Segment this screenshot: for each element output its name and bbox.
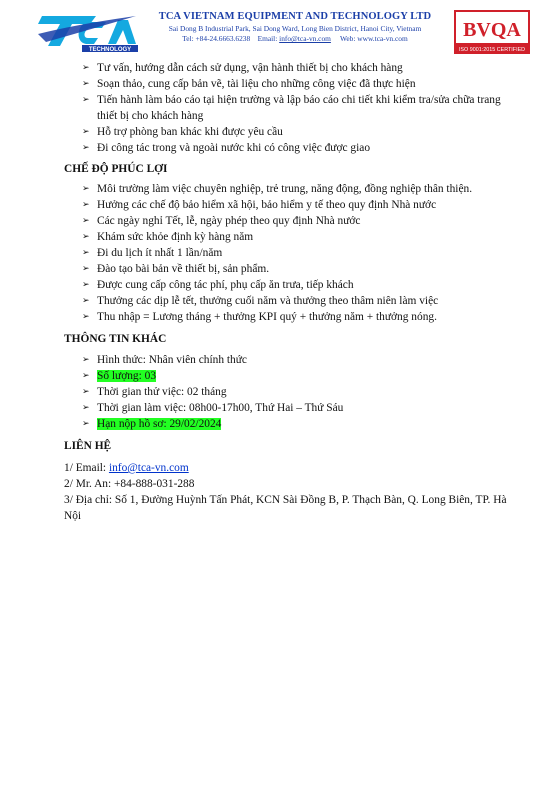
company-address: Sai Dong B Industrial Park, Sai Dong Ward, Long Bien District, Hanoi City, Vietnam — [168, 24, 422, 33]
arrow-bullet-icon: ➢ — [82, 312, 90, 322]
company-name: TCA VIETNAM EQUIPMENT AND TECHNOLOGY LTD — [158, 11, 432, 22]
arrow-bullet-icon: ➢ — [82, 200, 90, 210]
other-info-item-highlighted — [64, 368, 514, 384]
company-web: Web: www.tca-vn.com — [340, 34, 408, 43]
company-tel: Tel: +84-24.6663.6238 — [182, 34, 251, 43]
company-contact — [140, 34, 450, 43]
contact-phone-line: 2/ Mr. An: +84-888-031-288 — [64, 478, 195, 490]
arrow-bullet-icon: ➢ — [82, 248, 90, 258]
arrow-bullet-icon: ➢ — [82, 280, 90, 290]
duty-item: ➢ Đi công tác trong và ngoài nước khi có công việc được giao — [82, 142, 371, 154]
other-info-heading: THÔNG TIN KHÁC — [64, 333, 167, 345]
contact-address-line: 3/ Địa chỉ: Số 1, Đường Huỳnh Tấn Phát, KCN Sài Đồng B, P. Thạch Bàn, Q. Long Biên, TP. Hà Nội — [64, 494, 507, 522]
tca-logo — [38, 12, 138, 52]
bvqa-certification-logo — [454, 10, 530, 54]
company-email-link[interactable]: info@tca-vn.com — [279, 34, 331, 43]
duty-item: ➢ Tiến hành làm báo cáo tại hiện trường và lập báo cáo chi tiết khi kiểm tra/sửa chữa trang thiết bị cho khách hàng — [82, 94, 501, 122]
highlight-mark: ➢ Số lượng: 03 — [82, 370, 157, 382]
duty-item: ➢ Tư vấn, hướng dẫn cách sử dụng, vận hành thiết bị cho khách hàng — [82, 62, 403, 74]
arrow-bullet-icon: ➢ — [82, 419, 90, 429]
contact-section — [64, 460, 514, 524]
arrow-bullet-icon: ➢ — [82, 296, 90, 306]
benefit-item: ➢ Hưởng các chế độ bảo hiểm xã hội, bảo hiểm y tế theo quy định Nhà nước — [82, 199, 437, 211]
duties-list — [64, 60, 514, 156]
other-info-item-highlighted — [64, 416, 514, 432]
benefit-item: ➢ Môi trường làm việc chuyên nghiệp, trẻ trung, năng động, đồng nghiệp thân thiện. — [82, 183, 473, 195]
company-email-label: Email: — [257, 34, 278, 43]
contact-heading: LIÊN HỆ — [64, 440, 112, 452]
contact-email-line: 1/ Email: info@tca-vn.com — [64, 462, 189, 474]
benefit-item: ➢ Đi du lịch ít nhất 1 lần/năm — [82, 247, 223, 259]
company-info — [140, 11, 450, 43]
arrow-bullet-icon: ➢ — [82, 371, 90, 381]
benefit-item: ➢ Khám sức khỏe định kỳ hàng năm — [82, 231, 254, 243]
arrow-bullet-icon: ➢ — [82, 232, 90, 242]
arrow-bullet-icon: ➢ — [82, 127, 90, 137]
other-info-item: ➢ Thời gian thử việc: 02 tháng — [82, 386, 227, 398]
logo-subtext: TECHNOLOGY — [88, 47, 132, 52]
other-info-list — [64, 352, 514, 432]
arrow-bullet-icon: ➢ — [82, 387, 90, 397]
letterhead — [0, 0, 555, 56]
benefit-item: ➢ Được cung cấp công tác phí, phụ cấp ăn trưa, tiếp khách — [82, 279, 354, 291]
duty-item: ➢ Soạn thảo, cung cấp bản vẽ, tài liệu cho những công việc đã thực hiện — [82, 78, 416, 90]
benefits-list — [64, 181, 514, 325]
other-info-item: ➢ Thời gian làm việc: 08h00-17h00, Thứ Hai – Thứ Sáu — [82, 402, 344, 414]
arrow-bullet-icon: ➢ — [82, 184, 90, 194]
benefit-item: ➢ Các ngày nghỉ Tết, lễ, ngày phép theo quy định Nhà nước — [82, 215, 361, 227]
document-body — [64, 60, 514, 524]
arrow-bullet-icon: ➢ — [82, 79, 90, 89]
other-info-item: ➢ Hình thức: Nhân viên chính thức — [82, 354, 247, 366]
bvqa-text: BVQA — [463, 19, 521, 41]
arrow-bullet-icon: ➢ — [82, 95, 90, 105]
contact-email-link[interactable]: info@tca-vn.com — [108, 462, 189, 474]
arrow-bullet-icon: ➢ — [82, 216, 90, 226]
iso-cert-text: ISO 9001:2015 CERTIFIED — [458, 47, 526, 53]
benefit-item: ➢ Đào tạo bài bản về thiết bị, sản phẩm. — [82, 263, 270, 275]
arrow-bullet-icon: ➢ — [82, 264, 90, 274]
highlight-mark: ➢ Hạn nộp hồ sơ: 29/02/2024 — [82, 418, 222, 430]
arrow-bullet-icon: ➢ — [82, 143, 90, 153]
benefits-heading: CHẾ ĐỘ PHÚC LỢI — [64, 163, 168, 175]
duty-item: ➢ Hỗ trợ phòng ban khác khi được yêu cầu — [82, 126, 283, 138]
arrow-bullet-icon: ➢ — [82, 403, 90, 413]
arrow-bullet-icon: ➢ — [82, 355, 90, 365]
benefit-item: ➢ Thưởng các dịp lễ tết, thưởng cuối năm và thưởng theo thâm niên làm việc — [82, 295, 439, 307]
benefit-item: ➢ Thu nhập = Lương tháng + thưởng KPI quý + thưởng năm + thưởng nóng. — [82, 311, 437, 323]
arrow-bullet-icon: ➢ — [82, 63, 90, 73]
